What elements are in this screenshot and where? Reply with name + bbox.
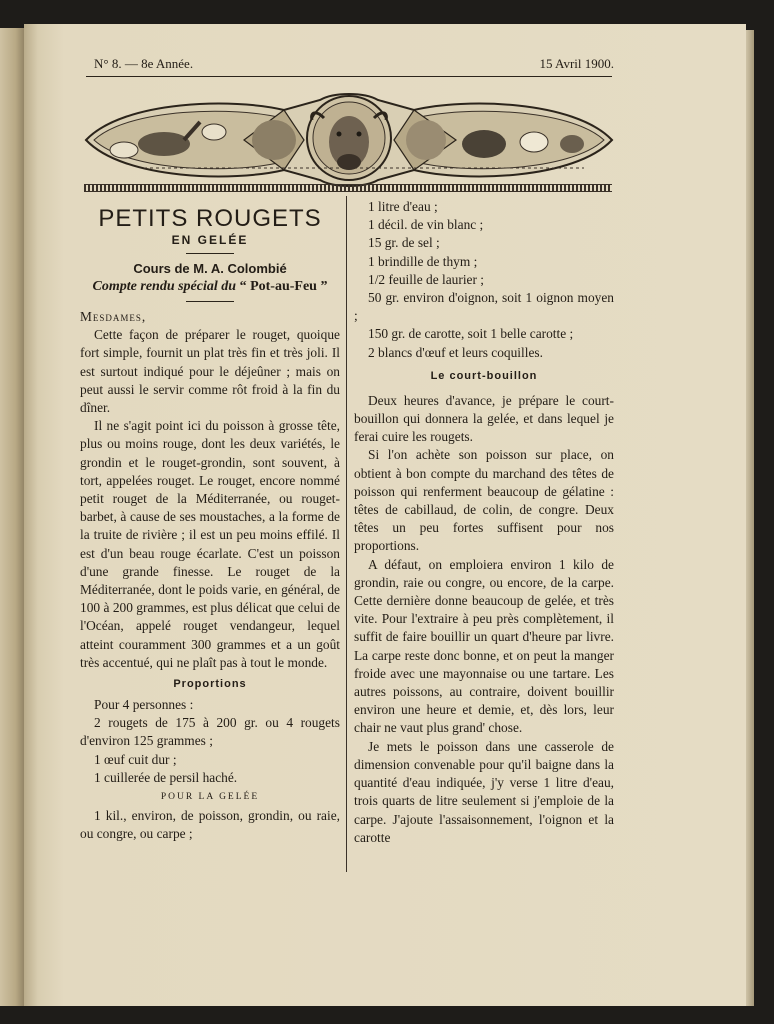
left-column [80,200,340,843]
article-title: PETITS ROUGETS [98,205,322,232]
gelee-item: 1/2 feuille de laurier ; [368,271,485,287]
decorative-rule [84,184,612,192]
gelee-item: 50 gr. environ d'oignon, soit 1 oignon moyen ; [354,290,614,324]
persons-line: Pour 4 personnes : [94,697,194,713]
salutation: Mesdames, [80,309,147,324]
paragraph: Deux heures d'avance, je prépare le court-bouillon qui donnera la gelée, et dans lequel je ferai cuire les rougets. [354,392,614,445]
gelee-item: 2 blancs d'œuf et leurs coquilles. [368,344,543,360]
column-divider [346,196,347,872]
paragraph: Cette façon de préparer le rouget, quoique fort simple, fournit un plat très fin et très joli. Il est surtout indiqué pour le déjeûner ; mais on peut aussi le servir comme rôt froid à la fin du dîner. [80,327,340,416]
paragraph: A défaut, on emploiera environ 1 kilo de grondin, raie ou congre, ou encore, de la carpe. Cette dernière donne beaucoup de gelée, et très vite. Pour l'extraire à peu près complètement, il suffit de faire bouillir un quart d'heure par livre. La carpe reste donc bonne, et on peut la manger froide avec une mayonnaise ou une tartare. Les autres poissons, au contraire, doivent bouillir environ une heure et demie, et, dès lors, leur chair ne vaut plus grand' chose. [354,556,614,736]
credit-lead: Compte rendu spécial du [92,279,237,294]
running-header [94,56,614,76]
gelee-item: 150 gr. de carotte, soit 1 belle carotte ; [368,326,574,342]
right-column [354,198,614,847]
paragraph: Je mets le poisson dans une casserole de dimension convenable pour qu'il baigne dans la quantité d'eau indiquée, j'y verse 1 litre d'eau, trois quarts de litre seulement si j'emploie de la carpe. J'ajoute l'assaisonnement, l'oignon et la carotte [354,738,614,845]
paragraph: Si l'on achète son poisson sur place, on obtient à bon compte du marchand des têtes de poisson qui renferment beaucoup de gélatine : têtes de cabillaud, de colin, de congre. Deux têtes un peu fortes suffisent pour nos proportions. [354,447,614,554]
ingredient-item: 1 œuf cuit dur ; [94,751,177,767]
issue-number: N° 8. — 8e Année. [94,56,194,71]
article-subtitle: EN GELÉE [171,233,249,247]
title-rule [186,253,234,254]
gelee-item: 1 brindille de thym ; [368,253,478,269]
ingredient-item: 1 cuillerée de persil haché. [94,769,238,785]
section-heading-court-bouillon: Le court-bouillon [430,369,538,382]
facing-page-edge [0,28,26,1006]
report-credit [80,278,340,296]
section-heading-proportions: Proportions [173,678,247,691]
gelee-item: 1 litre d'eau ; [368,199,438,214]
farm-animals-banner-illustration [84,92,614,188]
journal-name: “ Pot-au-Feu ” [239,279,328,294]
paragraph: Il ne s'agit point ici du poisson à grosse tête, plus ou moins rouge, dont les deux variétés, le grondin et le rouget-grondin, sont souvent, à tort, appelées rouget. Le rouget, encore nommé petit rouget de la Méditerranée, ou rouget-barbet, à cause de ses moustaches, a la forme de la truite de rivière ; il est un peu moins effilé. Il est d'un beau rouge écarlate. C'est un poisson d'une grande finesse. Le rouget de la Méditerranée, dont le poids varie, en général, de 100 à 200 grammes, est plus délicat que celui de l'Océan, appelé rouget vendangeur, lequel atteint couramment 300 grammes et a un goût très accentué, qui ne plaît pas à tout le monde. [80,418,340,670]
page-stack-edge [746,30,754,1006]
gelee-item: 1 décil. de vin blanc ; [368,217,484,233]
ingredient-item: 2 rougets de 175 à 200 gr. ou 4 rougets d'environ 125 grammes ; [80,715,340,749]
byline-rule [186,301,234,302]
gelee-item: 15 gr. de sel ; [368,235,440,251]
section-heading-gelee: POUR LA GELÉE [160,792,260,803]
gelee-item: 1 kil., environ, de poisson, grondin, ou raie, ou congre, ou carpe ; [80,808,340,842]
issue-date: 15 Avril 1900. [539,56,614,71]
course-byline: Cours de M. A. Colombié [133,261,287,276]
header-rule [86,76,612,77]
